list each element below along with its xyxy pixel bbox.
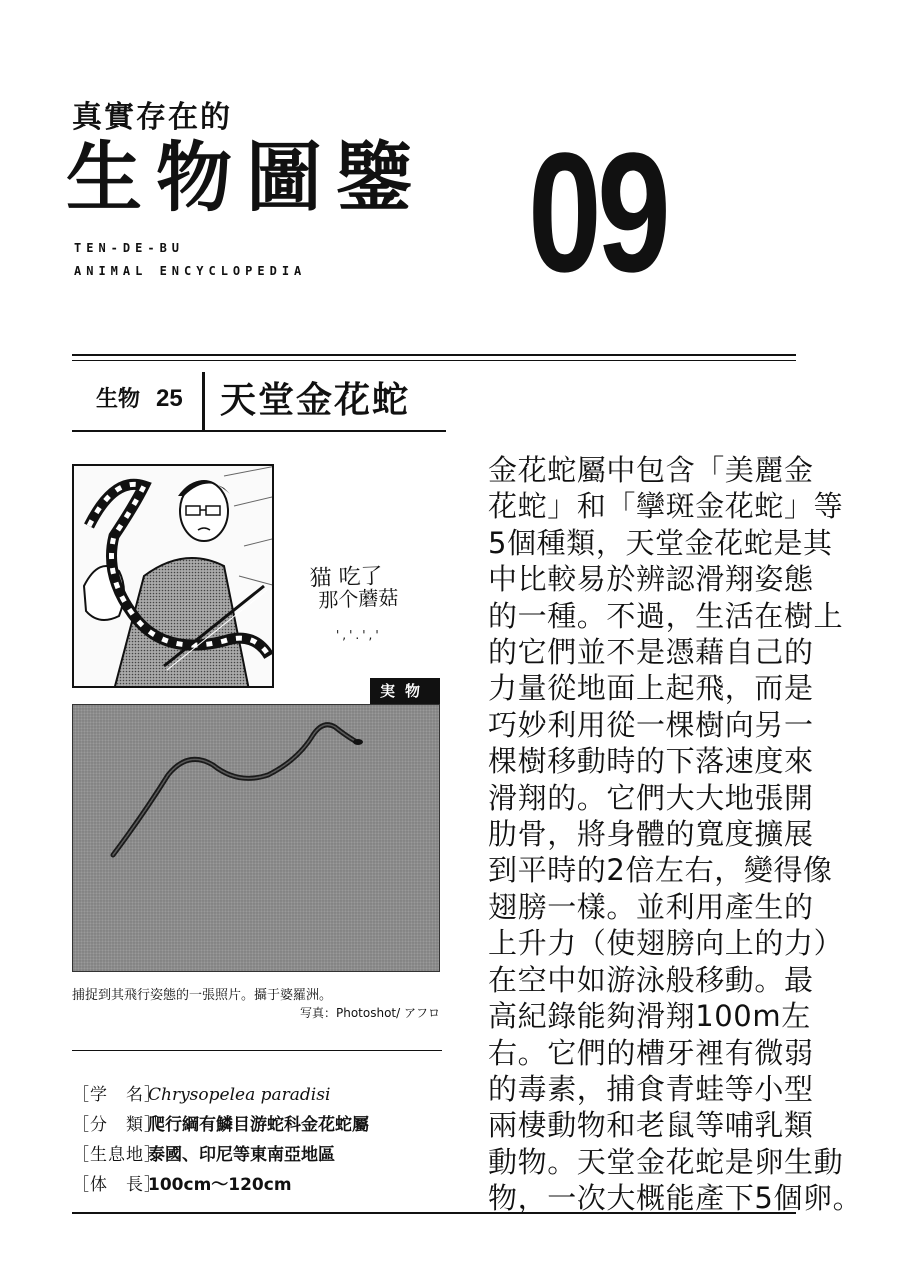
header-title: 生物圖鑒 [66, 133, 426, 222]
body-line: 到平時的2倍左右，變得像 [488, 853, 833, 888]
panel-caption-line-1: 猫 吃了 [309, 564, 384, 592]
body-line: 花蛇」和「攣斑金花蛇」等 [488, 489, 844, 524]
divider-title-bottom [72, 430, 446, 432]
species-name: 天堂金花蛇 [220, 380, 411, 421]
manga-panel [72, 464, 274, 688]
body-line: 5個種類，天堂金花蛇是其 [488, 525, 833, 560]
fact-row [72, 1140, 452, 1170]
fact-label: ［体 長］ [72, 1175, 162, 1195]
panel-caption [309, 564, 398, 611]
body-line: 肋骨，將身體的寬度擴展 [488, 817, 814, 852]
header-english-line-1: TEN-DE-BU [74, 241, 185, 255]
panel-caption-line-2: 那个蘑菇 [317, 585, 399, 613]
photo-credit: 写真：Photoshot/ アフロ [300, 1006, 440, 1020]
body-line: 的一種。不過，生活在樹上 [488, 598, 844, 633]
fact-value: 100cm～120cm [148, 1175, 292, 1195]
fact-value: 爬行綱有鱗目游蛇科金花蛇屬 [148, 1115, 369, 1135]
divider-top-2 [72, 360, 796, 361]
body-line: 的它們並不是憑藉自己的 [488, 635, 814, 670]
title-separator [202, 372, 205, 430]
body-line: 巧妙利用從一棵樹向另一 [488, 707, 814, 742]
body-line: 中比較易於辨認滑翔姿態 [488, 562, 814, 597]
fact-row [72, 1080, 452, 1110]
body-line: 高紀錄能夠滑翔100m左 [488, 999, 811, 1034]
body-line: 兩棲動物和老鼠等哺乳類 [488, 1108, 814, 1143]
divider-top-1 [72, 354, 796, 356]
photo-caption: 捕捉到其飛行姿態的一張照片。攝于婆羅洲。 [72, 988, 333, 1003]
body-line: 滑翔的。它們大大地張開 [488, 780, 814, 815]
fact-value: Chrysopelea paradisi [148, 1085, 331, 1105]
body-line: 力量從地面上起飛，而是 [488, 671, 814, 706]
snake-photo [72, 704, 440, 972]
body-line: 上升力（使翅膀向上的力） [488, 926, 844, 961]
divider-bottom [72, 1212, 796, 1214]
entry-number: 25 [156, 385, 183, 412]
body-line: 右。它們的槽牙裡有微弱 [488, 1035, 814, 1070]
body-line: 在空中如游泳般移動。最 [488, 962, 814, 997]
facts-list [72, 1080, 452, 1200]
body-line: 棵樹移動時的下落速度來 [488, 744, 814, 779]
manga-illustration [74, 466, 274, 688]
body-line: 翅膀一樣。並利用產生的 [488, 889, 814, 924]
body-text [488, 452, 863, 1217]
photo-label: 実物 [370, 678, 440, 704]
body-line: 動物。天堂金花蛇是卵生動 [488, 1144, 844, 1179]
fact-row [72, 1170, 452, 1200]
fact-label: ［分 類］ [72, 1115, 162, 1135]
fact-value: 泰國、印尼等東南亞地區 [148, 1145, 335, 1165]
category-label: 生物 [96, 387, 141, 412]
divider-facts-top [72, 1050, 442, 1051]
header-english-line-2: ANIMAL ENCYCLOPEDIA [74, 264, 307, 278]
snake-photo-image [73, 705, 440, 972]
fact-label: ［学 名］ [72, 1085, 162, 1105]
species-tag [96, 382, 183, 413]
fact-row [72, 1110, 452, 1140]
fact-label: ［生息地］ [72, 1145, 162, 1165]
issue-number: 09 [528, 118, 667, 308]
body-line: 金花蛇屬中包含「美麗金 [488, 453, 814, 487]
body-line: 物，一次大概能產下5個卵。 [488, 1181, 863, 1216]
body-line: 的毒素，捕食青蛙等小型 [488, 1071, 814, 1106]
header-subtitle: 真實存在的 [72, 100, 232, 135]
panel-caption-dots: ','.',' [336, 628, 382, 642]
